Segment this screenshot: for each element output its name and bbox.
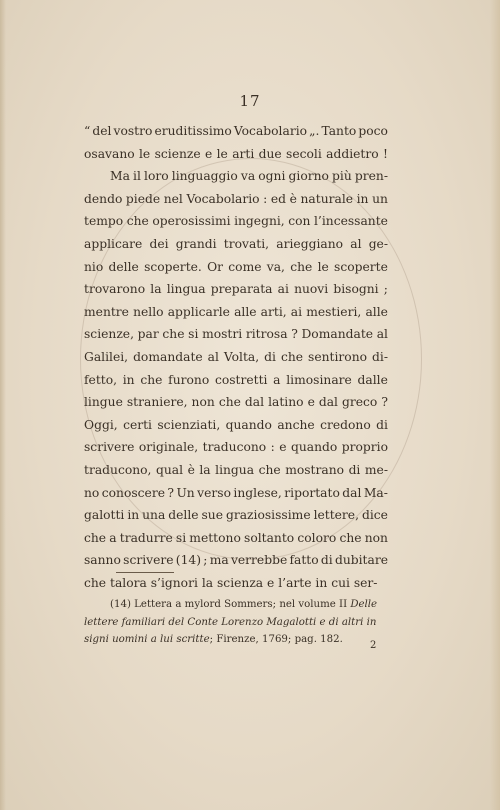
word: s’ignori	[150, 575, 202, 590]
word: Tanto	[321, 124, 357, 138]
word: preparata	[210, 282, 273, 297]
word: le	[216, 146, 228, 161]
word: coloro	[297, 530, 337, 545]
word: scienziati,	[157, 417, 221, 432]
word: graziosissime	[225, 508, 311, 523]
word: Ma-	[363, 485, 388, 500]
word: tempo	[84, 214, 124, 229]
signature-mark: 2	[370, 640, 377, 651]
word: latino	[268, 395, 304, 410]
word: un	[372, 191, 388, 206]
word: si	[188, 327, 199, 342]
word: verso	[197, 485, 231, 500]
word: limosinare	[286, 372, 352, 387]
page-number: 17	[239, 92, 261, 110]
word: scienze,	[84, 327, 134, 342]
text-line	[84, 549, 388, 572]
word: secoli	[286, 146, 322, 161]
footnote-title: signi uomini a lui scritte	[84, 634, 210, 645]
word: che	[84, 575, 110, 590]
word: e	[307, 395, 315, 410]
word: ?	[167, 485, 175, 500]
word: ?	[291, 327, 298, 342]
word: Or	[207, 259, 224, 274]
word: due	[258, 146, 282, 161]
word: bisogni	[333, 282, 379, 297]
word: quando	[225, 417, 272, 432]
word: ?	[381, 395, 388, 410]
word: non	[191, 395, 215, 410]
footnote-text: ; Firenze, 1769; pag. 182.	[209, 634, 343, 645]
word: dal	[244, 395, 265, 410]
word: va,	[266, 259, 285, 274]
word: di	[264, 349, 276, 364]
footnote-line	[84, 596, 390, 614]
text-line	[84, 278, 388, 301]
word: dendo	[84, 191, 123, 206]
word: :	[263, 191, 268, 206]
text-line	[84, 188, 388, 211]
page-edge-left	[0, 0, 6, 810]
word: che	[162, 327, 185, 342]
word: la	[199, 462, 211, 477]
word: domandate	[133, 349, 203, 364]
word: lingue	[84, 395, 123, 410]
word: è	[187, 462, 195, 477]
body-text	[84, 120, 388, 594]
word: originale,	[138, 440, 199, 455]
word: proprio	[341, 440, 388, 455]
word: !	[383, 146, 388, 161]
word: tradurre	[119, 530, 173, 545]
word: Un	[176, 485, 195, 500]
word: di	[376, 417, 388, 432]
text-line	[84, 482, 388, 505]
word: “	[84, 124, 91, 138]
word: Domandate	[301, 327, 374, 342]
word: scienza	[217, 575, 268, 590]
word: naturale	[300, 191, 354, 206]
word: più	[332, 169, 352, 184]
word: l’incessante	[314, 214, 388, 229]
word: operosissimi	[152, 214, 231, 229]
word: trovarono	[84, 282, 146, 297]
word: me-	[364, 462, 388, 477]
word: che	[280, 349, 304, 364]
word: par	[137, 327, 159, 342]
word: piede	[125, 191, 161, 206]
word: si	[175, 530, 187, 545]
word: ;	[383, 282, 388, 297]
word: e	[279, 440, 287, 455]
word: a	[109, 530, 117, 545]
word: in	[127, 508, 140, 523]
page-edge-right	[490, 0, 500, 810]
word: è	[289, 191, 297, 206]
text-line	[84, 346, 388, 369]
word: una	[142, 508, 166, 523]
text-line	[84, 323, 388, 346]
word: sentirono	[308, 349, 368, 364]
word: delle	[108, 259, 139, 274]
word: ai	[277, 282, 289, 297]
word: al	[376, 327, 388, 342]
word: greco	[342, 395, 378, 410]
word: il	[133, 169, 141, 184]
word: scrivere	[123, 553, 174, 568]
text-line	[84, 143, 388, 166]
word: l’arte	[278, 575, 316, 590]
word: nello	[133, 304, 164, 319]
word: credono	[320, 417, 371, 432]
word: mostri	[202, 327, 243, 342]
word: trovati,	[223, 236, 270, 251]
word: qual	[155, 462, 184, 477]
word: alle	[365, 304, 388, 319]
footnote-line: lettere familiari del Conte Lorenzo Magalotti e di altri in	[84, 616, 377, 628]
word: ogni	[258, 169, 286, 184]
word: quando	[290, 440, 338, 455]
text-line	[84, 459, 388, 482]
word: Vocabolario	[233, 124, 308, 138]
text-line	[84, 301, 388, 324]
footnote	[84, 596, 390, 649]
word: poco	[358, 124, 388, 138]
text-line	[84, 369, 388, 392]
footnote-text: (14) Lettera a mylord Sommers; nel volume II	[110, 599, 351, 610]
word: mettono	[189, 530, 241, 545]
footnote-separator	[116, 572, 174, 573]
word: cui	[331, 575, 354, 590]
word: che	[84, 530, 107, 545]
word: anche	[277, 417, 315, 432]
footnote-title: Delle	[350, 599, 378, 610]
word: furono	[168, 372, 210, 387]
word: linguaggio	[171, 169, 238, 184]
word: no	[84, 485, 100, 500]
word: che	[126, 214, 149, 229]
footnote-line	[84, 631, 390, 649]
word: del	[92, 124, 112, 138]
word: di-	[372, 349, 388, 364]
word: applicare	[84, 236, 143, 251]
word: traducono,	[84, 462, 152, 477]
word: osavano	[84, 146, 135, 161]
word: al	[350, 236, 362, 251]
word: con	[288, 214, 311, 229]
word: ser-	[353, 575, 378, 590]
text-line	[84, 391, 388, 414]
word: lingua	[215, 462, 255, 477]
text-line	[84, 436, 388, 459]
word: certi	[123, 417, 152, 432]
word: ge-	[368, 236, 388, 251]
word: scienze	[154, 146, 201, 161]
word: lingua	[166, 282, 206, 297]
word: mentre	[84, 304, 129, 319]
word: dei	[149, 236, 169, 251]
word: arti,	[260, 304, 287, 319]
word: le	[317, 259, 329, 274]
word: Ma	[110, 169, 130, 184]
word: ritrosa	[245, 327, 288, 342]
word: (14)	[175, 553, 202, 568]
word: ed	[270, 191, 287, 206]
text-line	[84, 165, 388, 188]
word: in	[122, 372, 135, 387]
text-line	[84, 256, 388, 279]
word: talora	[110, 575, 151, 590]
text-line	[84, 233, 388, 256]
word: scoperte.	[144, 259, 202, 274]
word: nio	[84, 259, 104, 274]
word: va	[240, 169, 256, 184]
word: dal	[318, 395, 338, 410]
word: ingegni,	[234, 214, 285, 229]
word: che	[290, 259, 313, 274]
text-line	[84, 414, 388, 437]
word: costretti	[214, 372, 268, 387]
word: come	[228, 259, 262, 274]
text-line	[84, 210, 388, 233]
word: dubitare	[334, 553, 388, 568]
word: arti	[232, 146, 255, 161]
word: dal	[342, 485, 362, 500]
word: sanno	[84, 553, 121, 568]
word: a	[273, 372, 281, 387]
word: che	[218, 395, 241, 410]
word: ;	[203, 553, 208, 568]
word: Oggi,	[84, 417, 118, 432]
word: che	[339, 530, 362, 545]
word: verrebbe	[230, 553, 288, 568]
word: al	[207, 349, 219, 364]
word: addietro	[326, 146, 379, 161]
word: „.	[309, 124, 320, 138]
word: che	[258, 462, 281, 477]
word: scoperte	[334, 259, 388, 274]
word: conoscere	[101, 485, 165, 500]
word: :	[270, 440, 275, 455]
word: Volta,	[223, 349, 260, 364]
text-line	[84, 504, 388, 527]
word: le	[139, 146, 151, 161]
word: Galilei,	[84, 349, 129, 364]
word: riportato	[284, 485, 340, 500]
text-line	[84, 572, 388, 595]
word: nuovi	[294, 282, 329, 297]
word: galotti	[84, 508, 125, 523]
word: alle	[234, 304, 257, 319]
word: mostrano	[285, 462, 345, 477]
word: non	[364, 530, 388, 545]
word: loro	[144, 169, 169, 184]
word: lettere,	[313, 508, 359, 523]
word: sue	[201, 508, 224, 523]
word: in	[356, 191, 369, 206]
word: soltanto	[244, 530, 295, 545]
word: scrivere	[84, 440, 135, 455]
word: di	[348, 462, 361, 477]
word: che	[140, 372, 163, 387]
word: mestieri,	[306, 304, 362, 319]
word: ma	[209, 553, 229, 568]
word: la	[201, 575, 217, 590]
word: e	[205, 146, 213, 161]
text-line	[84, 527, 388, 550]
word: dalle	[357, 372, 388, 387]
word: straniere,	[126, 395, 188, 410]
word: arieggiano	[276, 236, 344, 251]
word: la	[150, 282, 162, 297]
word: traducono	[202, 440, 267, 455]
word: applicarle	[167, 304, 230, 319]
word: nel	[163, 191, 183, 206]
word: e	[267, 575, 279, 590]
text-line	[84, 120, 388, 143]
word: ai	[290, 304, 303, 319]
word: fetto,	[84, 372, 118, 387]
word: in	[315, 575, 332, 590]
word: di	[320, 553, 333, 568]
word: Vocabolario	[186, 191, 260, 206]
word: pren-	[354, 169, 388, 184]
word: eruditissimo	[154, 124, 232, 138]
word: delle	[168, 508, 199, 523]
word: vostro	[113, 124, 153, 138]
word: inglese,	[233, 485, 282, 500]
word: fatto	[289, 553, 319, 568]
word: giorno	[288, 169, 329, 184]
word: grandi	[175, 236, 217, 251]
word: dice	[361, 508, 388, 523]
